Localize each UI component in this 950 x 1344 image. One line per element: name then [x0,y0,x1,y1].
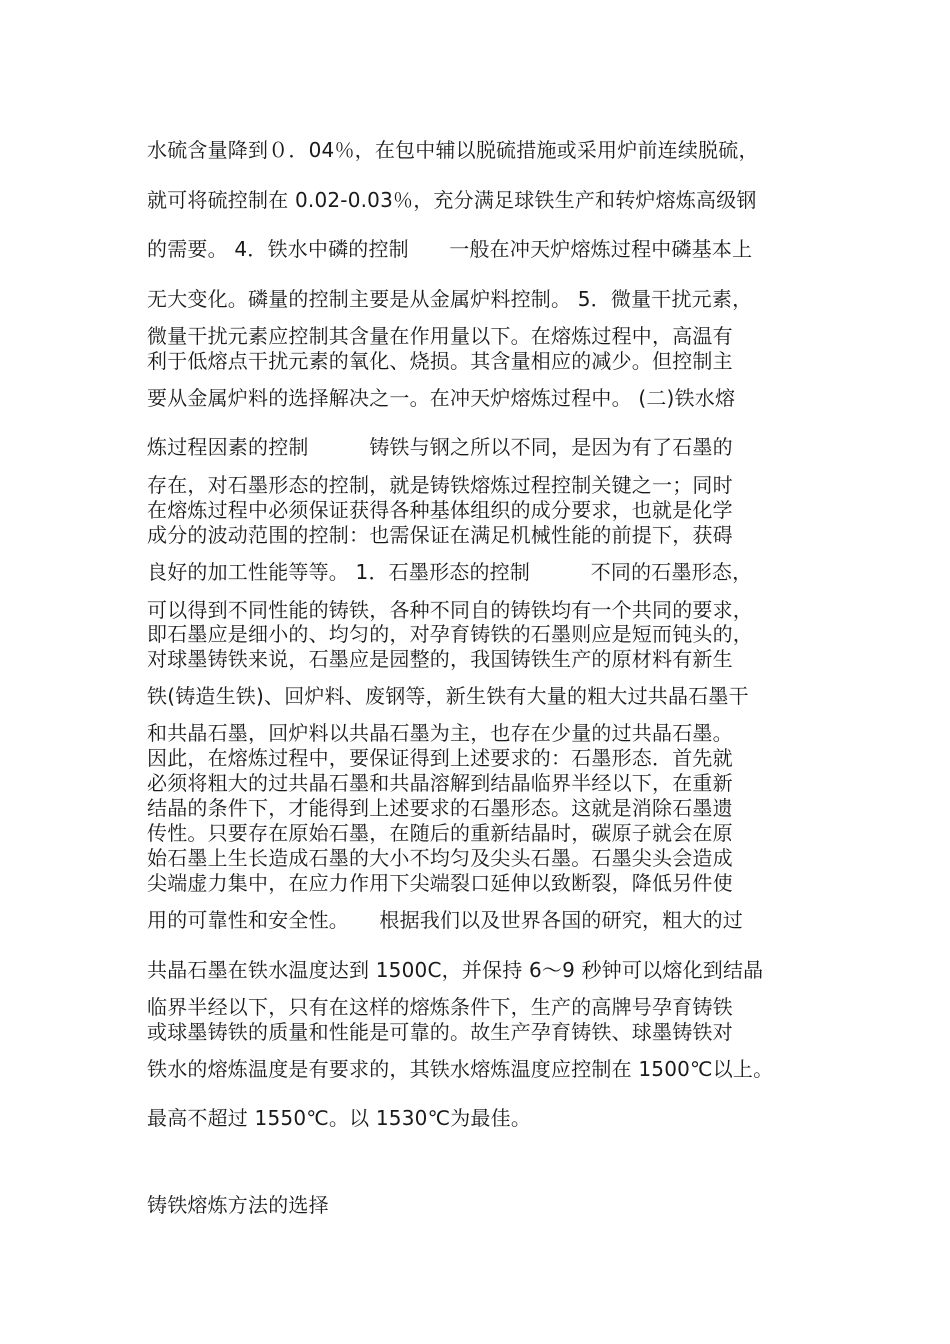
text-line: 尖端虚力集中，在应力作用下尖端裂口延伸以致断裂，降低另件使 [147,871,733,895]
text-line: 临界半经以下，只有在这样的熔炼条件下，生产的高牌号孕育铸铁 [147,995,733,1019]
text-line: 传性。只要存在原始石墨，在随后的重新结晶时，碳原子就会在原 [147,821,733,845]
text-line: 水硫含量降到０．04％，在包中辅以脱硫措施或采用炉前连续脱硫， [147,138,759,162]
text-line: 始石墨上生长造成石墨的大小不均匀及尖头石墨。石墨尖头会造成 [147,846,733,870]
text-line: 在熔炼过程中必须保证获得各种基体组织的成分要求，也就是化学 [147,498,733,522]
text-line: 铁(铸造生铁)、回炉料、废钢等，新生铁有大量的粗大过共晶石墨干 [147,684,749,708]
section-heading: 铸铁熔炼方法的选择 [147,1193,329,1217]
text-line: 必须将粗大的过共晶石墨和共晶溶解到结晶临界半经以下，在重新 [147,771,733,795]
text-line: 利于低熔点干扰元素的氧化、烧损。其含量相应的减少。但控制主 [147,349,733,373]
text-line: 共晶石墨在铁水温度达到 1500C，并保持 6～9 秒钟可以熔化到结晶 [147,958,764,982]
text-line: 即石墨应是细小的、均匀的，对孕育铸铁的石墨则应是短而钝头的， [147,622,753,646]
text-line: 和共晶石墨，回炉料以共晶石墨为主，也存在少量的过共晶石墨。 [147,721,733,745]
text-line: 的需要。 4．铁水中磷的控制 一般在冲天炉熔炼过程中磷基本上 [147,237,753,261]
text-line: 最高不超过 1550℃。以 1530℃为最佳。 [147,1106,532,1130]
text-line: 就可将硫控制在 0.02-0.03％，充分满足球铁生产和转炉熔炼高级钢 [147,188,757,212]
text-line: 要从金属炉料的选择解决之一。在冲天炉熔炼过程中。 (二)铁水熔 [147,386,736,410]
text-line: 结晶的条件下，才能得到上述要求的石墨形态。这就是消除石墨遗 [147,796,733,820]
text-line: 对球墨铸铁来说，石墨应是园整的，我国铸铁生产的原材料有新生 [147,647,733,671]
text-line: 因此，在熔炼过程中，要保证得到上述要求的：石墨形态．首先就 [147,746,733,770]
text-line: 炼过程因素的控制 铸铁与钢之所以不同，是因为有了石墨的 [147,435,733,459]
text-line: 无大变化。磷量的控制主要是从金属炉料控制。 5．微量干扰元素， [147,287,753,311]
text-line: 微量干扰元素应控制其含量在作用量以下。在熔炼过程中，高温有 [147,324,733,348]
text-line: 存在，对石墨形态的控制，就是铸铁熔炼过程控制关键之一；同时 [147,473,733,497]
text-line: 良好的加工性能等等。 1．石墨形态的控制 不同的石墨形态， [147,560,753,584]
text-line: 或球墨铸铁的质量和性能是可靠的。故生产孕育铸铁、球墨铸铁对 [147,1020,733,1044]
text-line: 成分的波动范围的控制：也需保证在满足机械性能的前提下，获碍 [147,523,733,547]
text-line: 用的可靠性和安全性。 根据我们以及世界各国的研究，粗大的过 [147,908,743,932]
text-line: 铁水的熔炼温度是有要求的，其铁水熔炼温度应控制在 1500℃以上。 [147,1057,774,1081]
text-line: 可以得到不同性能的铸铁，各种不同自的铸铁均有一个共同的要求， [147,598,753,622]
